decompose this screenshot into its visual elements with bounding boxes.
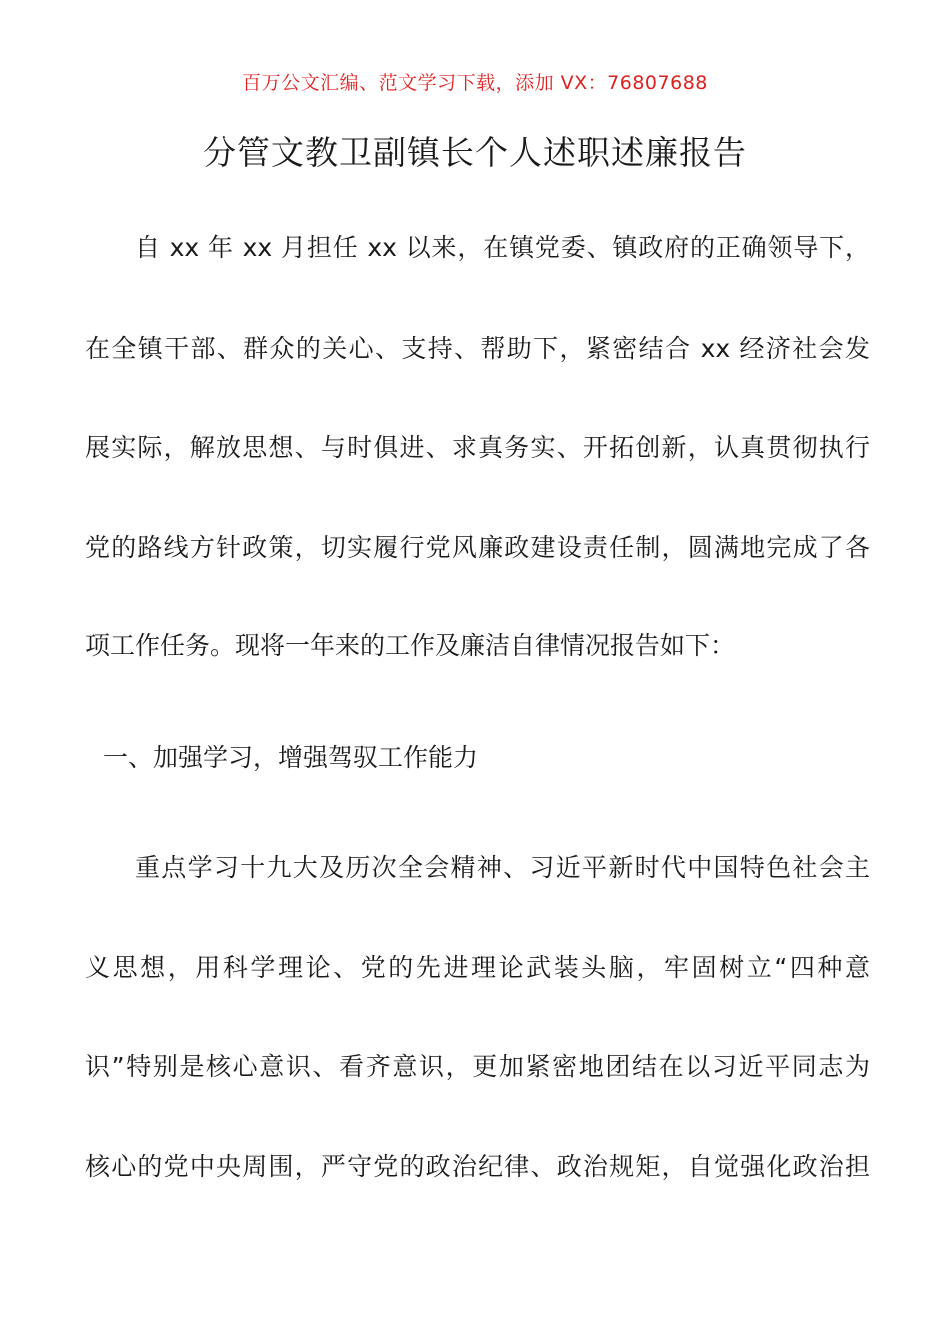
paragraph-line: 在全镇干部、群众的关心、支持、帮助下，紧密结合 xx 经济社会发: [85, 334, 870, 363]
paragraph-line: 识”特别是核心意识、看齐意识，更加紧密地团结在以习近平同志为: [85, 1052, 870, 1081]
paragraph-line: 展实际，解放思想、与时俱进、求真务实、开拓创新，认真贯彻执行: [85, 433, 870, 462]
paragraph-line: 核心的党中央周围，严守党的政治纪律、政治规矩，自觉强化政治担: [85, 1152, 870, 1181]
section-heading: 一、加强学习，增强驾驭工作能力: [103, 743, 479, 772]
paragraph-line: 义思想，用科学理论、党的先进理论武装头脑，牢固树立“四种意: [85, 953, 870, 982]
document-title: 分管文教卫副镇长个人述职述廉报告: [203, 133, 747, 172]
paragraph-line: 党的路线方针政策，切实履行党风廉政建设责任制，圆满地完成了各: [85, 533, 870, 562]
header-watermark-note: 百万公文汇编、范文学习下载，添加 VX：76807688: [242, 72, 708, 94]
paragraph-line: 重点学习十九大及历次全会精神、习近平新时代中国特色社会主: [135, 853, 870, 882]
paragraph-line: 自 xx 年 xx 月担任 xx 以来，在镇党委、镇政府的正确领导下，: [135, 233, 870, 262]
paragraph-line: 项工作任务。现将一年来的工作及廉洁自律情况报告如下：: [85, 631, 736, 660]
